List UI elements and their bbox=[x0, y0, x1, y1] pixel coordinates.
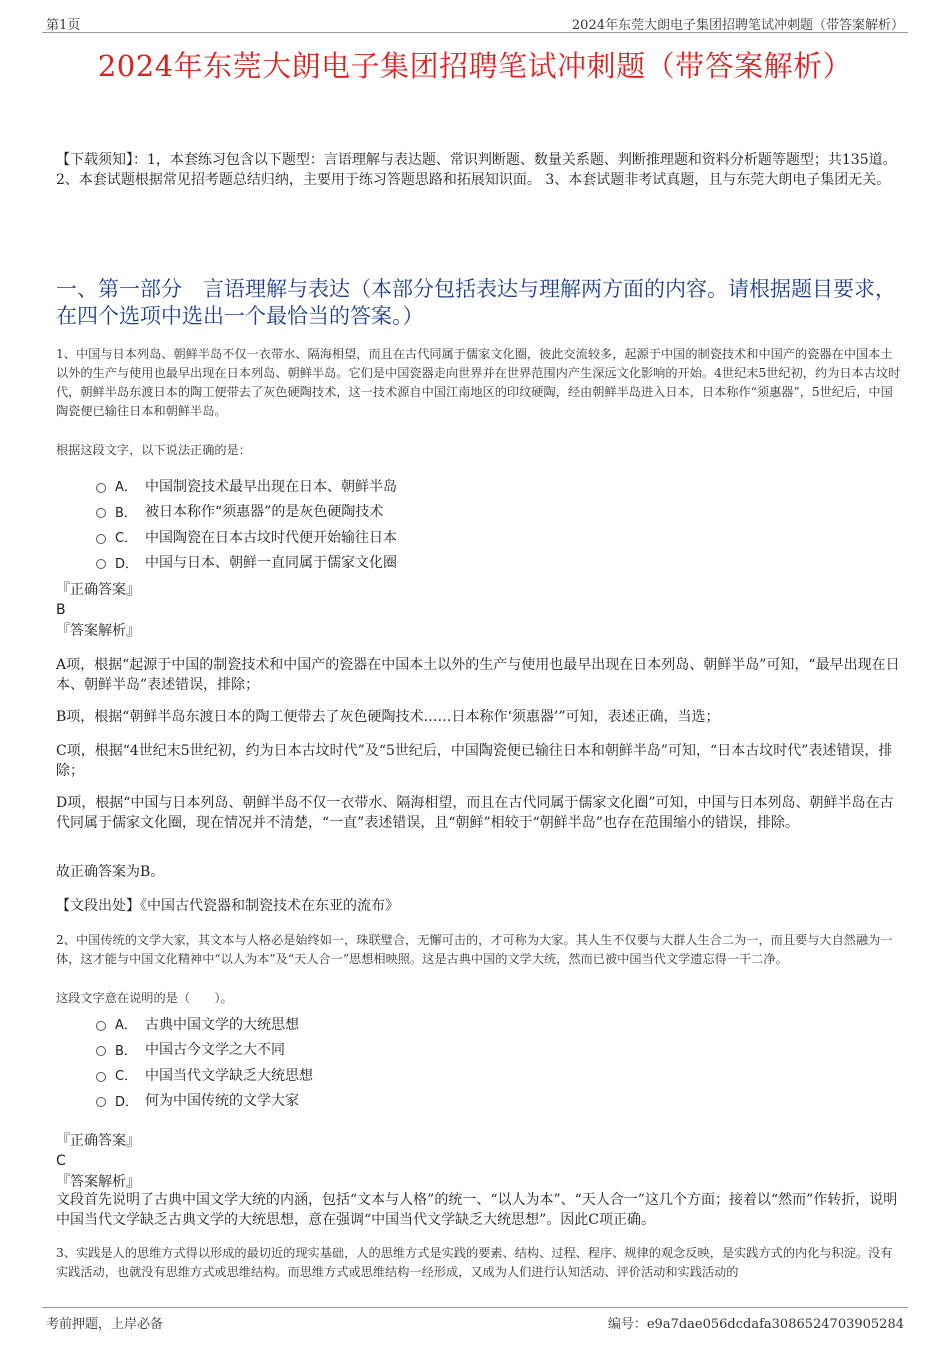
q2-stem: 2、中国传统的文学大家，其文本与人格必是始终如一，珠联璧合，无懈可击的，才可称为大家。其人生不仅要与大群人生合二为一，而且要与大自然融为一体，这才能与中国文化精神中“以人为本”及“天人合一”思想相映照。这是古典中国的文学大统，然而已被中国当代文学遗忘得一干二净。 bbox=[56, 933, 893, 966]
q1-stem: 1、中国与日本列岛、朝鲜半岛不仅一衣带水、隔海相望，而且在古代同属于儒家文化圈，彼此交流较多，起源于中国的制瓷技术和中国产的瓷器在中国本土以外的生产与使用也最早出现在日本列岛、朝鲜半岛。它们是中国瓷器走向世界并在世界范围内产生深远文化影响的开始。4世纪末5世纪初，约为日本古坟时代，朝鲜半岛东渡日本的陶工便带去了灰色硬陶技术，这一技术源自中国江南地区的印纹硬陶，经由朝鲜半岛进入日本，日本称作“须惠器”，5世纪后，中国陶瓷便已输往日本和朝鲜半岛。 bbox=[56, 347, 901, 418]
option-letter: B． bbox=[115, 505, 137, 521]
q1-analysis-a: A项，根据“起源于中国的制瓷技术和中国产的瓷器在中国本土以外的生产与使用也最早出现在日本列岛、朝鲜半岛”可知，“最早出现在日本、朝鲜半岛”表述错误，排除； bbox=[56, 657, 900, 693]
q1-option-d[interactable] bbox=[96, 550, 796, 576]
radio-icon[interactable] bbox=[96, 1021, 106, 1031]
option-letter: B． bbox=[115, 1043, 137, 1059]
footer-divider bbox=[42, 1307, 908, 1308]
option-letter: C． bbox=[115, 531, 138, 547]
radio-icon[interactable] bbox=[96, 1046, 106, 1056]
radio-icon[interactable] bbox=[96, 559, 106, 569]
page-number: 第1页 bbox=[46, 18, 81, 33]
option-letter: D． bbox=[115, 1094, 139, 1110]
option-letter: C． bbox=[115, 1069, 138, 1085]
q2-answer-label: 『正确答案』 bbox=[56, 1133, 140, 1149]
q2-prompt: 这段文字意在说明的是（ ）。 bbox=[56, 991, 233, 1005]
option-text: 中国陶瓷在日本古坟时代便开始输往日本 bbox=[145, 529, 397, 546]
q1-option-a[interactable] bbox=[96, 473, 796, 499]
radio-icon[interactable] bbox=[96, 1097, 106, 1107]
option-letter: D． bbox=[115, 556, 139, 572]
q1-analysis-b: B项，根据“朝鲜半岛东渡日本的陶工便带去了灰色硬陶技术……日本称作‘须惠器’”可知，表述正确，当选； bbox=[56, 709, 720, 725]
q2-options bbox=[96, 1011, 796, 1113]
q1-source: 【文段出处】《中国古代瓷器和制瓷技术在东亚的流布》 bbox=[56, 898, 399, 914]
q1-analysis-label: 『答案解析』 bbox=[56, 623, 140, 639]
q2-analysis-label: 『答案解析』 bbox=[56, 1174, 140, 1190]
option-text: 古典中国文学的大统思想 bbox=[145, 1016, 299, 1033]
q1-answer-label: 『正确答案』 bbox=[56, 582, 140, 598]
option-letter: A． bbox=[115, 1018, 137, 1034]
option-text: 中国与日本、朝鲜一直同属于儒家文化圈 bbox=[145, 555, 397, 572]
section-heading: 一、第一部分 言语理解与表达（本部分包括表达与理解两方面的内容。请根据题目要求，在四个选项中选出一个最恰当的答案。） bbox=[56, 277, 896, 328]
radio-icon[interactable] bbox=[96, 534, 106, 544]
footer-serial: 编号：e9a7dae056dcdafa3086524703905284 bbox=[607, 1317, 904, 1332]
radio-icon[interactable] bbox=[96, 483, 106, 493]
q2-option-b[interactable] bbox=[96, 1037, 796, 1063]
q1-analysis-d: D项，根据“中国与日本列岛、朝鲜半岛不仅一衣带水、隔海相望，而且在古代同属于儒家文化圈”可知，中国与日本列岛、朝鲜半岛在古代同属于儒家文化圈，现在情况并不清楚，“一直”表述错误，且“朝鲜”相较于“朝鲜半岛”也存在范围缩小的错误，排除。 bbox=[56, 795, 894, 831]
header-doc-title: 2024年东莞大朗电子集团招聘笔试冲刺题（带答案解析） bbox=[571, 18, 904, 33]
q2-option-a[interactable] bbox=[96, 1011, 796, 1037]
q1-prompt: 根据这段文字，以下说法正确的是： bbox=[56, 443, 251, 457]
q1-option-c[interactable] bbox=[96, 524, 796, 550]
q1-answer: B bbox=[56, 602, 66, 618]
q1-options bbox=[96, 473, 796, 575]
option-text: 中国当代文学缺乏大统思想 bbox=[145, 1067, 313, 1084]
q2-analysis: 文段首先说明了古典中国文学大统的内涵，包括“文本与人格”的统一、“以人为本”、“天人合一”这几个方面；接着以“然而”作转折，说明中国当代文学缺乏古典文学的大统思想，意在强调“中国当代文学缺乏大统思想”。因此C项正确。 bbox=[56, 1192, 898, 1228]
q2-option-d[interactable] bbox=[96, 1088, 796, 1114]
footer-slogan: 考前押题，上岸必备 bbox=[46, 1317, 164, 1332]
q1-option-b[interactable] bbox=[96, 499, 796, 525]
radio-icon[interactable] bbox=[96, 1072, 106, 1082]
download-notice: 【下载须知】：1，本套练习包含以下题型：言语理解与表达题、常识判断题、数量关系题、判断推理题和资料分析题等题型；共135道。 2、本套试题根据常见招考题总结归纳，主要用于练习答题思路和拓展知识面。 3、本套试题非考试真题，且与东莞大朗电子集团无关。 bbox=[56, 152, 897, 188]
q2-option-c[interactable] bbox=[96, 1062, 796, 1088]
option-text: 中国古今文学之大不同 bbox=[145, 1042, 285, 1059]
header-divider bbox=[42, 32, 908, 33]
option-text: 何为中国传统的文学大家 bbox=[145, 1093, 299, 1110]
q1-conclusion: 故正确答案为B。 bbox=[56, 864, 165, 880]
option-text: 中国制瓷技术最早出现在日本、朝鲜半岛 bbox=[145, 478, 397, 495]
document-title: 2024年东莞大朗电子集团招聘笔试冲刺题（带答案解析） bbox=[97, 49, 853, 83]
radio-icon[interactable] bbox=[96, 508, 106, 518]
q2-answer: C bbox=[56, 1153, 66, 1169]
option-text: 被日本称作“须惠器”的是灰色硬陶技术 bbox=[145, 504, 384, 521]
q1-analysis-c: C项，根据“4世纪末5世纪初，约为日本古坟时代”及“5世纪后，中国陶瓷便已输往日本和朝鲜半岛”可知，“日本古坟时代”表述错误，排除； bbox=[56, 743, 893, 779]
option-letter: A． bbox=[115, 480, 137, 496]
q3-stem: 3、实践是人的思维方式得以形成的最切近的现实基础，人的思维方式是实践的要素、结构、过程、程序、规律的观念反映，是实践方式的内化与积淀。没有实践活动，也就没有思维方式或思维结构。而思维方式或思维结构一经形成，又成为人们进行认知活动、评价活动和实践活动的 bbox=[56, 1246, 893, 1279]
